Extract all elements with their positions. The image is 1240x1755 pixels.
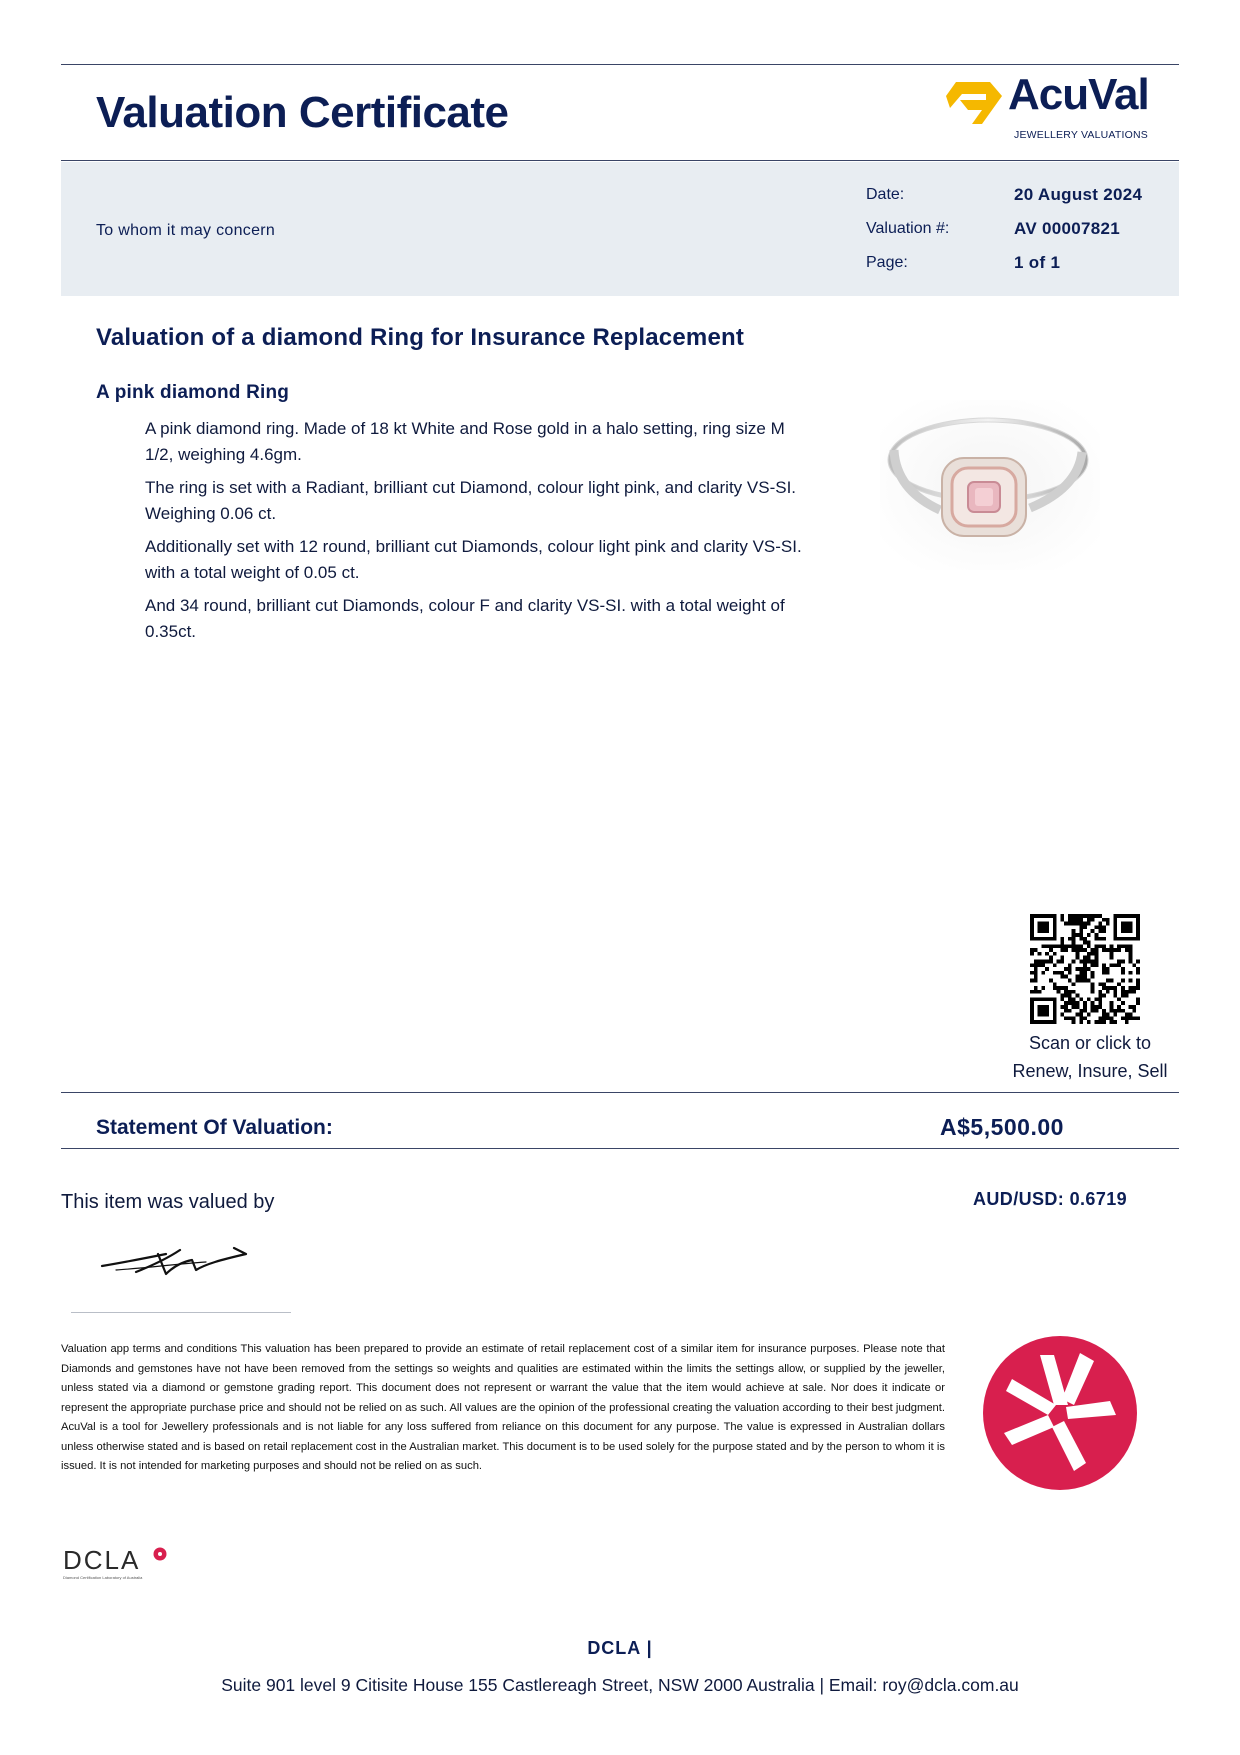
valuation-number-label: Valuation #: [866, 220, 950, 237]
valued-by-label: This item was valued by [61, 1191, 275, 1213]
statement-label: Statement Of Valuation: [96, 1116, 333, 1139]
dcla-emblem-icon [982, 1335, 1138, 1491]
page-label: Page: [866, 254, 908, 271]
title-rule [61, 160, 1179, 161]
description-paragraph: Additionally set with 12 round, brilliant cut Diamonds, colour light pink and clarity VS-SI. with a total weight of 0.05 ct. [145, 537, 802, 582]
top-rule [61, 64, 1179, 65]
description-paragraph: And 34 round, brilliant cut Diamonds, colour F and clarity VS-SI. with a total weight of 0.35ct. [145, 596, 785, 641]
terms-and-conditions: Valuation app terms and conditions This valuation has been prepared to provide an estimate of retail replacement cost of a similar item for insurance purposes. Please note that Diamonds and gemstones have not have been removed from the settings so weights and qualities are estimated within the limits the settings allow, or supplied by the jeweller, unless stated via a diamond or gemstone grading report. This document does not represent or warrant the value that the item would achieve at sale. Nor does it indicate or represent the appropriate purchase price and should not be relied on as such. All values are the opinion of the professional creating the valuation according to their best judgment. AcuVal is a tool for Jewellery professionals and is not liable for any loss suffered from reliance on this document for any purpose. The value is expressed in Australian dollars unless otherwise stated and is based on retail replacement cost in the Australian market. This document is to be used solely for the purpose stated and by the person to whom it is issued. It is not intended for marketing purposes and should not be relied on as such. [61, 1343, 945, 1472]
acuval-logo-icon [946, 78, 1006, 128]
item-description [145, 416, 805, 652]
statement-value: A$5,500.00 [940, 1114, 1064, 1140]
signature-line [71, 1312, 291, 1313]
logo-tagline: JEWELLERY VALUATIONS [1014, 129, 1148, 141]
description-paragraph: A pink diamond ring. Made of 18 kt White and Rose gold in a halo setting, ring size M 1/2, weighing 4.6gm. [145, 419, 785, 464]
signature [96, 1240, 256, 1280]
recipient-line: To whom it may concern [96, 222, 276, 239]
footer-address: Suite 901 level 9 Citisite House 155 Castlereagh Street, NSW 2000 Australia | Email: roy@dcla.com.au [221, 1675, 1019, 1695]
page-title: Valuation Certificate [96, 88, 509, 137]
description-paragraph: The ring is set with a Radiant, brilliant cut Diamond, colour light pink, and clarity VS-SI. Weighing 0.06 ct. [145, 478, 797, 523]
ring-photo [880, 400, 1100, 570]
logo-wordmark: AcuVal [1008, 70, 1149, 119]
qr-code-icon[interactable] [1030, 914, 1140, 1024]
statement-bottom-rule [61, 1148, 1179, 1149]
date-value: 20 August 2024 [1014, 185, 1143, 204]
date-label: Date: [866, 186, 905, 203]
dcla-tagline: Diamond Certification Laboratory of Australia [63, 1575, 143, 1580]
dcla-wordmark: DCLA [63, 1545, 141, 1575]
dcla-gem-icon [153, 1547, 167, 1561]
page-value: 1 of 1 [1014, 253, 1061, 272]
qr-caption-line-1: Scan or click to [1028, 1033, 1152, 1053]
footer-company: DCLA | [587, 1638, 653, 1658]
qr-caption-line-2: Renew, Insure, Sell [1012, 1061, 1168, 1081]
valuation-heading: Valuation of a diamond Ring for Insurance Replacement [96, 324, 745, 351]
item-subheading: A pink diamond Ring [96, 382, 290, 403]
acuval-logo [946, 70, 1186, 146]
exchange-rate: AUD/USD: 0.6719 [973, 1189, 1128, 1209]
statement-top-rule [61, 1092, 1179, 1093]
dcla-logo [61, 1545, 181, 1585]
valuation-number-value: AV 00007821 [1014, 219, 1121, 238]
